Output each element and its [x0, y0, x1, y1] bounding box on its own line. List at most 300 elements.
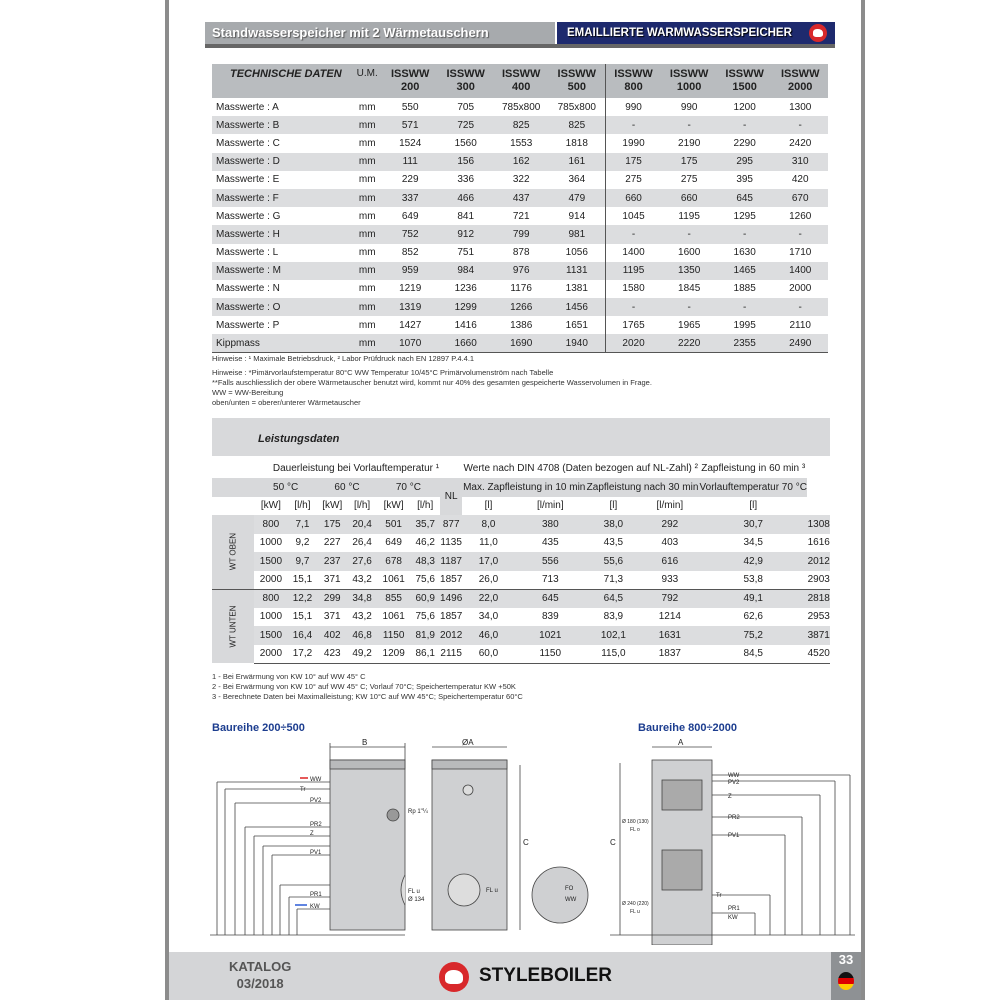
- value-cell: -: [772, 116, 828, 134]
- value-cell: 990: [680, 101, 698, 113]
- group-header-din4708: Werte nach DIN 4708 (Daten bezogen auf NL-Zahl) ²: [463, 462, 698, 474]
- row-unit: mm: [352, 334, 382, 352]
- perf-cell: 1061: [382, 611, 405, 623]
- unit-cell: [l/h]: [294, 500, 311, 512]
- value-cell: 1690: [493, 334, 549, 352]
- value-cell: -: [661, 225, 717, 243]
- brand-logo: [439, 962, 612, 990]
- perf-cell: 3871: [807, 626, 830, 645]
- value-cell: -: [605, 225, 661, 243]
- perf-cell: 649: [385, 537, 402, 549]
- row-unit: mm: [352, 298, 382, 316]
- temp-60: 60 °C: [317, 478, 377, 497]
- value-cell: 275: [680, 174, 698, 186]
- perf-cell: 60,0: [462, 645, 514, 664]
- perf-cell: 22,0: [462, 589, 514, 608]
- perf-cell: 1135: [440, 537, 462, 549]
- value-cell: 1940: [549, 334, 605, 352]
- value-cell: -: [605, 116, 661, 134]
- unit-cell: [kW]: [260, 500, 281, 512]
- row-label: Masswerte : G: [216, 210, 281, 222]
- page-header: [205, 22, 835, 48]
- unit-cell: [l]: [484, 500, 493, 512]
- value-cell: 466: [438, 189, 494, 207]
- perf-cell: 20,4: [347, 515, 376, 534]
- value-cell: 1710: [789, 247, 812, 259]
- row-unit: mm: [358, 137, 376, 149]
- value-cell: 1456: [549, 298, 605, 316]
- tech-row: [212, 225, 828, 243]
- perf-row: [212, 608, 830, 627]
- value-cell: 479: [549, 189, 605, 207]
- label-ww-large: WW: [728, 773, 740, 779]
- value-cell: 1300: [789, 101, 812, 113]
- row-label: Masswerte : E: [216, 174, 280, 186]
- value-cell: 336: [457, 174, 475, 186]
- perf-cell: 34,8: [347, 589, 376, 608]
- dim-c-large: C: [610, 838, 616, 847]
- row-label: Masswerte : B: [212, 116, 352, 134]
- value-cell: 1630: [733, 247, 756, 259]
- value-cell: 175: [605, 153, 661, 171]
- row-unit: mm: [358, 210, 376, 222]
- dim-c: C: [523, 838, 529, 847]
- value-cell: 1427: [399, 319, 422, 331]
- perf-cell: 1150: [377, 626, 411, 645]
- group-header-zapfleistung60: Zapfleistung in 60 min ³: [701, 462, 806, 474]
- perf-cell: 43,2: [352, 574, 372, 585]
- value-cell: 1818: [565, 137, 588, 149]
- tech-row: [212, 298, 828, 316]
- value-cell: 1651: [565, 319, 588, 331]
- perf-cell: 62,6: [743, 611, 763, 623]
- value-cell: 1056: [565, 247, 588, 259]
- page-number-box: [831, 952, 861, 1000]
- value-cell: 825: [493, 116, 549, 134]
- tech-row: [212, 116, 828, 134]
- label-pr2: PR2: [310, 822, 322, 828]
- perf-cell: 1308: [807, 515, 830, 534]
- row-unit: mm: [358, 283, 376, 295]
- value-cell: 1045: [605, 207, 661, 225]
- value-cell: 785x800: [502, 101, 541, 113]
- perf-cell: 1061: [382, 574, 405, 585]
- value-cell: -: [717, 116, 773, 134]
- perf-cell: 1150: [515, 645, 586, 664]
- row-label: Masswerte : H: [212, 225, 352, 243]
- perf-cell: 792: [641, 589, 699, 608]
- german-flag-icon: [838, 972, 854, 990]
- value-cell: 1236: [454, 283, 477, 295]
- value-cell: -: [661, 116, 717, 134]
- perf-cell: 713: [541, 574, 559, 585]
- perf-cell: 616: [641, 552, 699, 571]
- model-header: ISSWW 800: [605, 64, 661, 98]
- perf-row: [212, 515, 830, 534]
- perf-cell: 43,5: [603, 537, 624, 549]
- tech-row: [212, 98, 828, 116]
- value-cell: 852: [401, 247, 419, 259]
- value-cell: 785x800: [557, 101, 596, 113]
- value-cell: -: [717, 298, 773, 316]
- perf-cell: 423: [317, 645, 347, 664]
- perf-cell: 501: [377, 515, 411, 534]
- perf-cell: 371: [323, 611, 341, 623]
- perf-cell: 380: [515, 515, 586, 534]
- nl-header: NL: [440, 478, 462, 515]
- label-tr-large: Tr: [716, 893, 722, 899]
- perf-cell: 933: [661, 574, 679, 585]
- perf-cell: 17,0: [462, 552, 514, 571]
- row-label: Masswerte : O: [212, 298, 352, 316]
- value-cell: 1350: [661, 262, 717, 280]
- dim-a: A: [678, 738, 684, 747]
- perf-group-header-row: [212, 458, 830, 478]
- value-cell: 1260: [789, 210, 812, 222]
- value-cell: 111: [382, 153, 438, 171]
- elephant-logo-icon: [439, 962, 469, 992]
- label-pv1-large: PV1: [728, 833, 740, 839]
- perf-cell: 2953: [807, 611, 830, 623]
- value-cell: 364: [568, 174, 586, 186]
- value-cell: 2000: [789, 283, 812, 295]
- perf-cell: 1496: [440, 589, 462, 608]
- catalog-date: 03/2018: [236, 976, 284, 991]
- perf-cell: 403: [661, 537, 679, 549]
- perf-cell: 49,1: [699, 589, 807, 608]
- perf-cell: 102,1: [586, 626, 641, 645]
- model-header: ISSWW 400: [493, 64, 549, 98]
- perf-cell: 9,2: [295, 537, 310, 549]
- tech-row: [212, 244, 828, 262]
- value-cell: 660: [605, 189, 661, 207]
- perf-cell: 49,2: [347, 645, 376, 664]
- perf-row: [212, 626, 830, 645]
- label-ww-top: WW: [565, 897, 577, 903]
- value-cell: 1200: [733, 101, 756, 113]
- perf-cell: 4520: [807, 645, 830, 664]
- tech-row: [212, 316, 828, 334]
- value-cell: 437: [493, 189, 549, 207]
- value-cell: 395: [736, 174, 753, 186]
- label-kw: KW: [310, 904, 320, 910]
- value-cell: 825: [549, 116, 605, 134]
- value-cell: 2355: [717, 334, 773, 352]
- row-unit: mm: [352, 153, 382, 171]
- perf-subheader-row: [212, 478, 830, 497]
- max-zapf-10min: Max. Zapfleistung in 10 min: [462, 478, 586, 497]
- value-cell: 912: [438, 225, 494, 243]
- tech-row: [212, 207, 828, 225]
- value-cell: 1176: [510, 283, 532, 295]
- value-cell: 1295: [733, 210, 756, 222]
- tech-row: [212, 280, 828, 298]
- tech-row: [212, 334, 828, 352]
- value-cell: 878: [512, 247, 530, 259]
- performance-title: Leistungsdaten: [258, 433, 340, 445]
- perf-cell: 43,2: [352, 611, 372, 623]
- value-cell: 162: [493, 153, 549, 171]
- unit-cell: [l/h]: [417, 500, 434, 512]
- perf-cell: 371: [323, 574, 341, 585]
- value-cell: 2110: [789, 319, 811, 331]
- group-label: WT OBEN: [212, 515, 254, 589]
- perf-cell: 9,7: [288, 552, 317, 571]
- perf-row: [212, 589, 830, 608]
- perf-cell: 86,1: [410, 645, 439, 664]
- value-cell: 705: [457, 101, 475, 113]
- perf-cell: 2000: [254, 645, 288, 664]
- row-label: Kippmass: [212, 334, 352, 352]
- category-title: EMAILLIERTE WARMWASSERSPEICHER: [567, 27, 792, 39]
- unit-cell: [l]: [609, 500, 618, 512]
- tech-row: [212, 171, 828, 189]
- hint-3: **Falls auschliesslich der obere Wärmetauscher benutzt wird, kommt nur 40% des gesamten gespeicherte Wasservolumen in Frage.: [212, 378, 652, 387]
- row-unit: mm: [352, 189, 382, 207]
- value-cell: 799: [493, 225, 549, 243]
- value-cell: 156: [438, 153, 494, 171]
- value-cell: 1524: [399, 137, 422, 149]
- label-pr1-large: PR1: [728, 906, 740, 912]
- value-cell: -: [772, 298, 828, 316]
- tech-row: [212, 189, 828, 207]
- perf-cell: 237: [317, 552, 347, 571]
- perf-cell: 8,0: [462, 515, 514, 534]
- perf-cell: 1500: [254, 626, 288, 645]
- value-cell: 1465: [717, 262, 773, 280]
- perf-cell: 7,1: [288, 515, 317, 534]
- perf-cell: 53,8: [743, 574, 763, 585]
- elephant-logo-icon: [809, 24, 827, 42]
- value-cell: 1400: [772, 262, 828, 280]
- model-header: ISSWW 200: [382, 64, 438, 98]
- row-label: Masswerte : P: [216, 319, 280, 331]
- tech-row: [212, 262, 828, 280]
- value-cell: 959: [382, 262, 438, 280]
- label-tr: Tr: [300, 787, 306, 793]
- perf-cell: 2115: [440, 645, 462, 664]
- category-banner: [557, 22, 835, 44]
- value-cell: 670: [772, 189, 828, 207]
- perf-cell: 42,9: [699, 552, 807, 571]
- perf-cell: 75,6: [415, 611, 435, 623]
- perf-cell: 38,0: [586, 515, 641, 534]
- perf-cell: 1631: [641, 626, 699, 645]
- hint-4: WW = WW-Bereitung: [212, 388, 284, 397]
- brand-name: STYLEBOILER: [479, 965, 613, 986]
- row-unit: mm: [358, 247, 376, 259]
- perf-cell: 84,5: [699, 645, 807, 664]
- perf-cell: 556: [515, 552, 586, 571]
- value-cell: 337: [382, 189, 438, 207]
- value-cell: 1381: [565, 283, 588, 295]
- drawing-side-view-small: [210, 743, 405, 935]
- row-label: Masswerte : F: [212, 189, 352, 207]
- perf-cell: 292: [641, 515, 699, 534]
- label-pv2: PV2: [310, 798, 322, 804]
- row-unit: mm: [352, 116, 382, 134]
- perf-cell: 1000: [259, 611, 283, 623]
- value-cell: -: [605, 298, 661, 316]
- value-cell: 1580: [605, 280, 661, 298]
- row-label: Masswerte : N: [216, 283, 280, 295]
- label-fo: FO: [565, 886, 574, 892]
- value-cell: 420: [791, 174, 809, 186]
- perf-cell: 75,6: [415, 574, 435, 585]
- technical-data-table: [212, 64, 828, 353]
- value-cell: 645: [717, 189, 773, 207]
- page-number: 33: [838, 952, 854, 967]
- value-cell: 1660: [438, 334, 494, 352]
- value-cell: 1553: [510, 137, 533, 149]
- vorlauf-70: Vorlauftemperatur 70 °C: [699, 478, 807, 497]
- value-cell: 1319: [382, 298, 438, 316]
- perf-cell: 1000: [259, 537, 283, 549]
- tech-row: [212, 134, 828, 152]
- perf-cell: 35,7: [410, 515, 439, 534]
- perf-cell: 175: [317, 515, 347, 534]
- model-header: ISSWW 1500: [717, 64, 773, 98]
- row-unit: mm: [358, 101, 376, 113]
- value-cell: 1990: [605, 134, 661, 152]
- value-cell: 981: [549, 225, 605, 243]
- perf-cell: 645: [515, 589, 586, 608]
- series-title-large: Baureihe 800÷2000: [638, 722, 737, 734]
- perf-cell: 402: [317, 626, 347, 645]
- label-ww: WW: [310, 777, 322, 783]
- perf-cell: 800: [254, 515, 288, 534]
- temp-70: 70 °C: [377, 478, 440, 497]
- value-cell: 649: [401, 210, 419, 222]
- dim-b: B: [362, 738, 368, 747]
- perf-cell: 678: [377, 552, 411, 571]
- annot-flu: FL u: [408, 889, 420, 895]
- unit-cell: [kW]: [383, 500, 404, 512]
- value-cell: 2190: [678, 137, 701, 149]
- perf-cell: 435: [541, 537, 559, 549]
- row-unit: mm: [358, 174, 376, 186]
- perf-cell: 877: [440, 515, 462, 534]
- perf-cell: 71,3: [603, 574, 624, 585]
- value-cell: 571: [382, 116, 438, 134]
- perf-cell: 299: [317, 589, 347, 608]
- value-cell: 751: [457, 247, 475, 259]
- perf-cell: 1214: [658, 611, 681, 623]
- perf-cell: 15,1: [292, 611, 313, 623]
- value-cell: 310: [772, 153, 828, 171]
- row-label: Masswerte : A: [216, 101, 279, 113]
- value-cell: 721: [512, 210, 530, 222]
- value-cell: 976: [493, 262, 549, 280]
- temp-50: 50 °C: [254, 478, 317, 497]
- perf-cell: 227: [323, 537, 341, 549]
- annot-d134: Ø 134: [408, 897, 425, 903]
- perf-cell: 1500: [254, 552, 288, 571]
- perf-cell: 2000: [259, 574, 283, 585]
- value-cell: 2420: [789, 137, 812, 149]
- value-cell: 1560: [454, 137, 477, 149]
- value-cell: 1995: [733, 319, 756, 331]
- technical-drawings: [200, 735, 860, 945]
- row-label: Masswerte : L: [216, 247, 279, 259]
- perf-cell: 115,0: [586, 645, 641, 664]
- section-title: Standwasserspeicher mit 2 Wärmetauschern: [205, 22, 555, 44]
- perf-row: [212, 552, 830, 571]
- value-cell: 229: [401, 174, 419, 186]
- unit-cell: [l/min]: [536, 500, 564, 512]
- perf-cell: 1857: [440, 611, 463, 623]
- value-cell: 725: [438, 116, 494, 134]
- perf-cell: 55,6: [586, 552, 641, 571]
- value-cell: 1266: [493, 298, 549, 316]
- perf-cell: 34,0: [478, 611, 499, 623]
- value-cell: 1299: [438, 298, 494, 316]
- value-cell: -: [717, 225, 773, 243]
- label-pv2-large: PV2: [728, 780, 740, 786]
- perf-cell: 26,4: [352, 537, 372, 549]
- value-cell: 1219: [399, 283, 422, 295]
- perf-cell: 75,2: [699, 626, 807, 645]
- footnote-2: 2 - Bei Erwärmung von KW 10° auf WW 45° C; Vorlauf 70°C; Speichertemperatur KW +50K: [212, 682, 516, 691]
- unit-cell: [l/h]: [354, 500, 371, 512]
- value-cell: 1885: [733, 283, 756, 295]
- footnote-3: 3 - Berechnete Daten bei Maximalleistung; KW 10°C auf WW 45°C; Speichertemperatur 60°C: [212, 692, 523, 701]
- perf-cell: 26,0: [478, 574, 499, 585]
- unit-header: U.M.: [352, 64, 382, 98]
- perf-row: [212, 645, 830, 664]
- perf-cell: 1021: [515, 626, 586, 645]
- value-cell: 914: [568, 210, 586, 222]
- page-footer: [169, 952, 861, 1000]
- footnotes: [212, 672, 523, 702]
- hint-5: oben/unten = oberer/unterer Wärmetauscher: [212, 398, 361, 407]
- model-header: ISSWW 2000: [772, 64, 828, 98]
- perf-cell: 60,9: [410, 589, 439, 608]
- label-pr1: PR1: [310, 892, 322, 898]
- value-cell: 295: [717, 153, 773, 171]
- label-kw-large: KW: [728, 915, 738, 921]
- value-cell: 2490: [772, 334, 828, 352]
- perf-cell: 855: [377, 589, 411, 608]
- value-cell: 984: [438, 262, 494, 280]
- value-cell: 1600: [678, 247, 701, 259]
- unit-cell: [l/min]: [656, 500, 684, 512]
- tech-title: TECHNISCHE DATEN: [212, 64, 352, 98]
- perf-cell: 48,3: [410, 552, 439, 571]
- perf-cell: 30,7: [699, 515, 807, 534]
- perf-cell: 17,2: [288, 645, 317, 664]
- perf-cell: 1616: [807, 537, 830, 549]
- perf-cell: 12,2: [288, 589, 317, 608]
- perf-cell: 16,4: [288, 626, 317, 645]
- value-cell: 752: [382, 225, 438, 243]
- hint-2: Hinweise : *Pimärvorlaufstemperatur 80°C WW Temperatur 10/45°C Primärvolumenström nach Tabelle: [212, 368, 554, 377]
- series-title-small: Baureihe 200÷500: [212, 722, 305, 734]
- perf-cell: 46,0: [462, 626, 514, 645]
- perf-cell: 83,9: [603, 611, 624, 623]
- label-pv1: PV1: [310, 850, 322, 856]
- perf-cell: 800: [254, 589, 288, 608]
- value-cell: 322: [512, 174, 530, 186]
- value-cell: 841: [457, 210, 475, 222]
- tech-header-row: [212, 64, 828, 98]
- value-cell: -: [772, 225, 828, 243]
- catalog-info: [229, 958, 291, 992]
- catalog-label: KATALOG: [229, 959, 292, 974]
- perf-cell: 2818: [807, 589, 830, 608]
- perf-cell: 1209: [377, 645, 411, 664]
- group-label: WT UNTEN: [212, 589, 254, 663]
